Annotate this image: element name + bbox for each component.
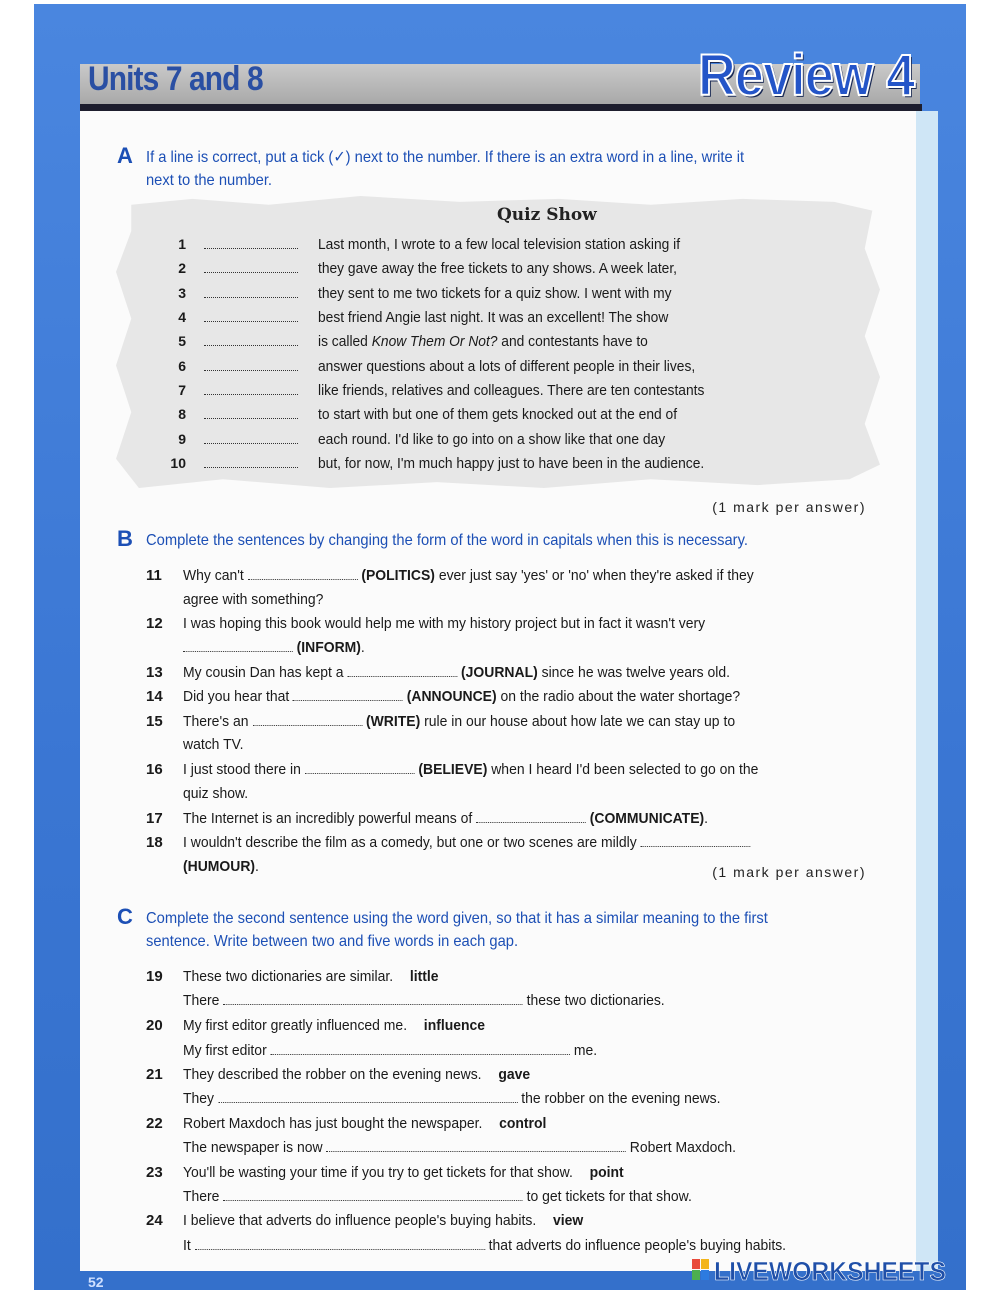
line-text: Last month, I wrote to a few local television station asking if <box>318 236 681 253</box>
answer-blank[interactable] <box>326 1139 625 1152</box>
answer-blank[interactable] <box>204 309 298 322</box>
keyword: (INFORM) <box>296 639 361 656</box>
answer-blank[interactable] <box>218 1090 517 1103</box>
line-text <box>318 333 648 350</box>
liveworksheets-logo-icon <box>692 1259 710 1281</box>
text-part: I just stood there in <box>183 761 305 778</box>
text-part: I wouldn't describe the film as a comedy, but one or two scenes are mildly <box>183 834 641 851</box>
question-number: 23 <box>146 1164 163 1181</box>
text-part: . <box>360 639 365 656</box>
text-part: that adverts do influence people's buying habits. <box>484 1237 787 1254</box>
line-number: 5 <box>178 333 186 349</box>
second-sentence <box>183 989 665 1013</box>
line-number: 6 <box>178 358 186 374</box>
section-c-instruction <box>146 907 768 953</box>
section-a-marks: (1 mark per answer) <box>712 499 866 515</box>
question-number: 19 <box>146 968 163 985</box>
question-text: I was hoping this book would help me with my history project but in fact it wasn't very <box>183 615 706 632</box>
text-part: when I heard I'd been selected to go on the <box>487 761 759 778</box>
question-text <box>183 661 730 685</box>
answer-blank[interactable] <box>641 834 751 847</box>
question-text-cont: agree with something? <box>183 591 324 608</box>
question-number: 16 <box>146 761 163 778</box>
text-part: It <box>183 1237 195 1254</box>
key-word: view <box>552 1212 584 1229</box>
answer-blank[interactable] <box>195 1237 485 1250</box>
key-word: control <box>499 1115 547 1132</box>
keyword: (POLITICS) <box>361 567 435 584</box>
text-part: rule in our house about how late we can stay up to <box>420 713 736 730</box>
question-text-cont: quiz show. <box>183 785 249 802</box>
section-a-instruction-line1: If a line is correct, put a tick (✓) next to the number. If there is an extra word in a line, write it <box>146 149 745 166</box>
line-number: 4 <box>178 309 186 325</box>
line-number: 7 <box>178 382 186 398</box>
answer-blank[interactable] <box>204 260 298 273</box>
second-sentence <box>183 1185 692 1209</box>
text-part: Robert Maxdoch has just bought the newspaper. <box>183 1115 483 1132</box>
question-text <box>183 807 708 831</box>
question-number: 17 <box>146 810 163 827</box>
watermark: LIVEWORKSHEETS <box>714 1256 946 1286</box>
keyword: (JOURNAL) <box>461 664 538 681</box>
text-part: since he was twelve years old. <box>537 664 731 681</box>
answer-blank[interactable] <box>204 333 298 346</box>
first-sentence <box>183 1209 583 1233</box>
line-number: 3 <box>178 285 186 301</box>
question-number: 14 <box>146 688 163 705</box>
question-number: 24 <box>146 1212 163 1229</box>
answer-blank[interactable] <box>223 992 522 1005</box>
answer-blank[interactable] <box>204 285 298 298</box>
first-sentence <box>183 1014 485 1038</box>
question-text-cont <box>183 855 259 879</box>
keyword: (BELIEVE) <box>418 761 488 778</box>
line-text: each round. I'd like to go into on a show like that one day <box>318 431 666 448</box>
line-number: 8 <box>178 406 186 422</box>
answer-blank[interactable] <box>204 431 298 444</box>
answer-blank[interactable] <box>204 382 298 395</box>
text-part: Why can't <box>183 567 248 584</box>
keyword: (WRITE) <box>365 713 421 730</box>
section-b-letter: B <box>117 526 133 551</box>
answer-blank[interactable] <box>204 236 298 249</box>
text-part: these two dictionaries. <box>522 992 665 1009</box>
text-part: They <box>183 1090 218 1107</box>
text-part: . <box>255 858 259 875</box>
answer-blank[interactable] <box>252 713 362 726</box>
section-c-letter: C <box>117 904 133 929</box>
line-text: they gave away the free tickets to any shows. A week later, <box>318 260 678 277</box>
line-text: like friends, relatives and colleagues. There are ten contestants <box>318 382 705 399</box>
line-text: to start with but one of them gets knocked out at the end of <box>318 406 678 423</box>
text-part: ever just say 'yes' or 'no' when they're asked if they <box>434 567 754 584</box>
line-text: answer questions about a lots of different people in their lives, <box>318 358 696 375</box>
keyword: (COMMUNICATE) <box>589 810 705 827</box>
text-part: There <box>183 992 224 1009</box>
question-text-cont: watch TV. <box>183 736 244 753</box>
second-sentence <box>183 1234 786 1258</box>
first-sentence <box>183 1063 530 1087</box>
key-word: little <box>409 968 439 985</box>
section-c-instruction-line2: sentence. Write between two and five words in each gap. <box>146 933 519 950</box>
units-title: Units 7 and 8 <box>88 60 263 98</box>
question-number: 20 <box>146 1017 163 1034</box>
question-number: 15 <box>146 713 163 730</box>
text-part: There's an <box>183 713 253 730</box>
question-number: 12 <box>146 615 163 632</box>
line-text: best friend Angie last night. It was an excellent! The show <box>318 309 669 326</box>
line-number: 1 <box>178 236 186 252</box>
line-number: 10 <box>170 455 186 471</box>
answer-blank[interactable] <box>305 761 415 774</box>
first-sentence <box>183 1161 624 1185</box>
page-number: 52 <box>88 1274 104 1290</box>
review-title: Review 4 <box>697 43 914 108</box>
key-word: point <box>589 1164 624 1181</box>
line-text-pre: is called <box>318 333 372 350</box>
side-strip <box>916 111 938 1271</box>
question-text-cont <box>183 636 365 660</box>
text-part: to get tickets for that show. <box>522 1188 692 1205</box>
question-number: 13 <box>146 664 163 681</box>
question-text <box>183 710 735 734</box>
section-b-marks: (1 mark per answer) <box>712 864 866 880</box>
question-number: 18 <box>146 834 163 851</box>
key-word: gave <box>498 1066 531 1083</box>
question-text <box>183 685 740 709</box>
question-number: 22 <box>146 1115 163 1132</box>
question-number: 21 <box>146 1066 163 1083</box>
line-text: but, for now, I'm much happy just to have been in the audience. <box>318 455 705 472</box>
text-part: There <box>183 1188 224 1205</box>
answer-blank[interactable] <box>204 358 298 371</box>
answer-blank[interactable] <box>183 639 293 652</box>
section-c-instruction-line1: Complete the second sentence using the word given, so that it has a similar meaning to the first <box>146 910 768 927</box>
line-number: 9 <box>178 431 186 447</box>
text-part: . <box>704 810 709 827</box>
text-part: My cousin Dan has kept a <box>183 664 348 681</box>
line-number: 2 <box>178 260 186 276</box>
answer-blank[interactable] <box>293 688 403 701</box>
quiz-title: Quiz Show <box>497 205 597 225</box>
line-text-post: and contestants have to <box>497 333 648 350</box>
second-sentence <box>183 1039 597 1063</box>
question-number: 11 <box>146 567 162 584</box>
section-a-letter: A <box>117 143 133 168</box>
show-name: Know Them Or Not? <box>371 333 498 350</box>
text-part: on the radio about the water shortage? <box>496 688 741 705</box>
answer-blank[interactable] <box>347 664 457 677</box>
question-text <box>183 758 758 782</box>
text-part: Robert Maxdoch. <box>625 1139 737 1156</box>
section-b-instruction: Complete the sentences by changing the form of the word in capitals when this is necessary. <box>146 532 748 549</box>
keyword: (HUMOUR) <box>183 858 256 875</box>
answer-blank[interactable] <box>223 1188 522 1201</box>
first-sentence <box>183 1112 546 1136</box>
text-part: me. <box>570 1042 598 1059</box>
keyword: (ANNOUNCE) <box>406 688 497 705</box>
text-part: My first editor <box>183 1042 271 1059</box>
question-text <box>183 564 754 588</box>
second-sentence <box>183 1087 721 1111</box>
text-part: You'll be wasting your time if you try to get tickets for that show. <box>183 1164 573 1181</box>
text-part: Did you hear that <box>183 688 294 705</box>
section-a-instruction-line2: next to the number. <box>146 172 273 189</box>
line-text: they sent to me two tickets for a quiz show. I went with my <box>318 285 672 302</box>
question-text <box>183 831 750 855</box>
section-a-instruction <box>146 146 744 192</box>
text-part: I believe that adverts do influence people's buying habits. <box>183 1212 537 1229</box>
text-part: My first editor greatly influenced me. <box>183 1017 408 1034</box>
second-sentence <box>183 1136 736 1160</box>
text-part: The Internet is an incredibly powerful means of <box>183 810 477 827</box>
answer-blank[interactable] <box>248 567 358 580</box>
first-sentence <box>183 965 439 989</box>
text-part: They described the robber on the evening news. <box>183 1066 482 1083</box>
answer-blank[interactable] <box>204 455 298 468</box>
text-part: These two dictionaries are similar. <box>183 968 394 985</box>
answer-blank[interactable] <box>271 1042 570 1055</box>
answer-blank[interactable] <box>204 406 298 419</box>
answer-blank[interactable] <box>476 810 586 823</box>
key-word: influence <box>423 1017 486 1034</box>
text-part: The newspaper is now <box>183 1139 327 1156</box>
text-part: the robber on the evening news. <box>517 1090 721 1107</box>
